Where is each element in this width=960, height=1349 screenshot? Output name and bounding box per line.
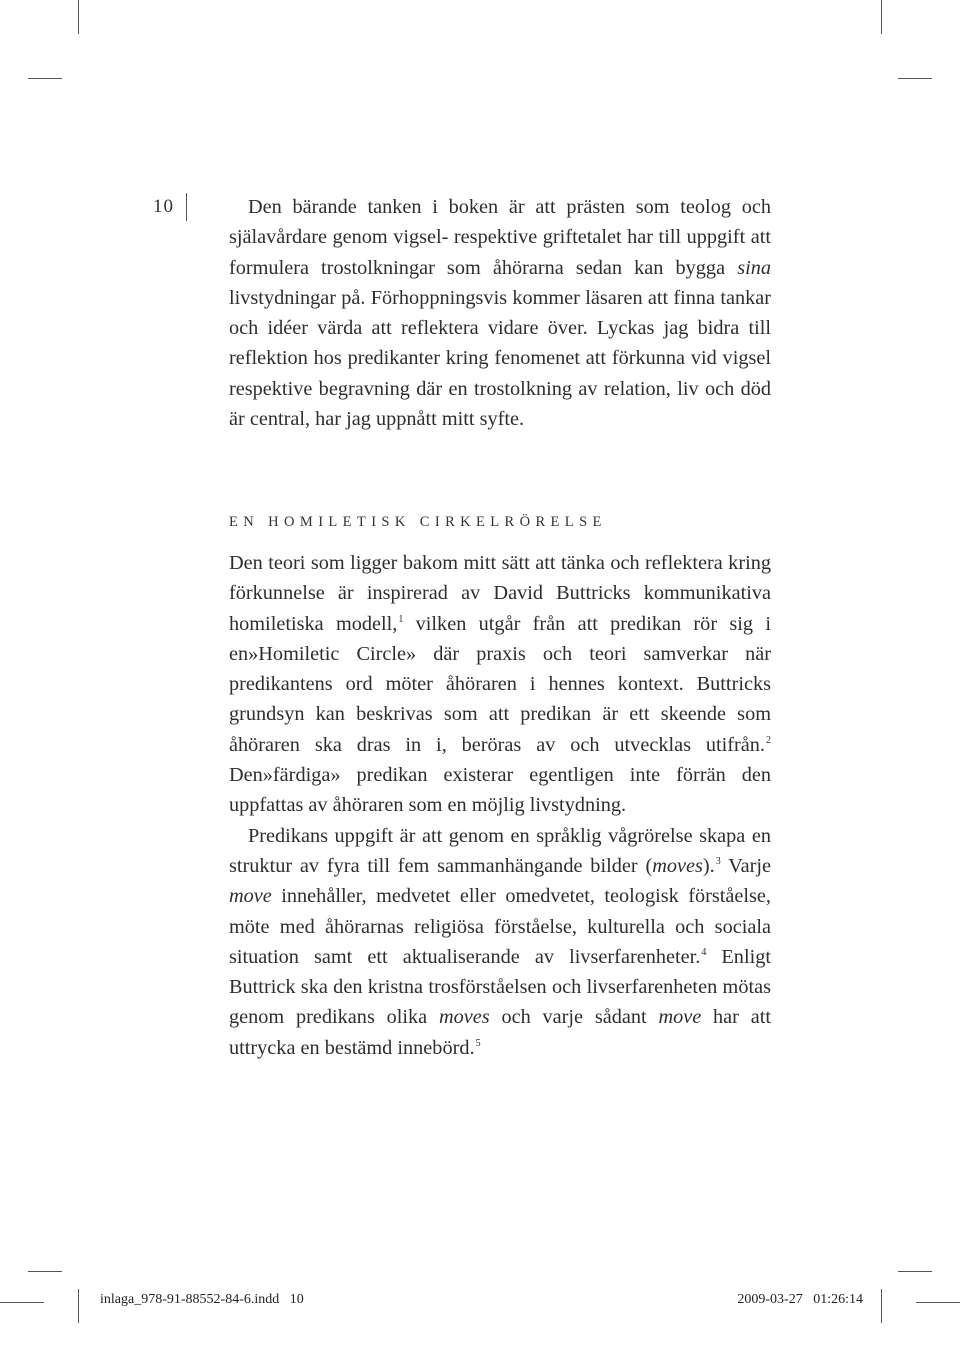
paragraph-3-emphasis-c: moves [438,1006,490,1029]
paragraph-3-text-a: Predikans uppgift är att genom en språklig vågrörelse skapa en struktur av fyra till fem sammanhängande bilder ( [229,824,771,877]
slug-filename: inlaga_978-91-88552-84-6.indd 10 [100,1292,304,1307]
crop-mark-top-left-horizontal [28,78,62,79]
paragraph-2-text-c: Den»färdiga» predikan existerar egentligen inte förrän den uppfattas av åhöraren som en möjlig livstydning. [229,764,771,817]
paragraph-3-emphasis-b: move [229,885,272,908]
folio-divider [186,193,187,221]
paragraph-2-text-a: Den teori som ligger bakom mitt sätt att tänka och reflektera kring förkunnelse är inspirerad av David Buttricks kommunikativa homiletiska modell, [229,552,771,635]
section-text-block [229,548,771,1063]
footnote-ref-3: 3 [715,855,721,867]
paragraph-3-emphasis-a: moves [652,854,703,877]
paragraph-2-text-b: vilken utgår från att predikan rör sig i en»Homiletic Circle» där praxis och teori samverkar när predikantens ord möter åhöraren i hennes kontext. Buttricks grundsyn kan beskrivas som att predikan är ett skeende som åhöraren ska dras in i, beröras av och utvecklas utifrån. [229,612,771,756]
paragraph-3-text-c: Varje [720,854,771,877]
paragraph-1 [229,192,771,434]
paragraph-3-text-b: ). [702,854,715,877]
paragraph-1-emphasis: sina [737,256,771,279]
footnote-ref-1: 1 [398,613,404,625]
intro-text-block [229,192,771,434]
crop-mark-top-right-vertical [881,0,882,34]
paragraph-3-emphasis-d: move [658,1006,702,1029]
paragraph-2 [229,548,771,821]
footnote-ref-4: 4 [701,946,707,958]
paragraph-1-text-a: Den bärande tanken i boken är att prästen som teolog och själavårdare genom vigsel- respektive griftetalet har till uppgift att formulera trostolkningar som åhörarna sedan kan bygga [229,196,771,279]
footnote-ref-2: 2 [766,734,771,746]
paragraph-1-text-b: livstydningar på. Förhoppningsvis kommer läsaren att finna tankar och idéer värda att reflektera vidare över. Lyckas jag bidra till reflektion hos predikanter kring fenomenet att förkunna vid vigsel respektive begravning där en trostolkning av relation, liv och död är central, har jag uppnått mitt syfte. [229,286,771,431]
paragraph-3-text-f: och varje sådant [489,1006,659,1029]
crop-mark-bottom-left-horizontal [28,1271,62,1272]
crop-mark-bottom-left-vertical [78,1289,79,1323]
crop-mark-bottom-right-vertical [881,1289,882,1323]
paragraph-3 [229,821,771,1063]
footnote-ref-5: 5 [475,1037,481,1049]
crop-mark-top-right-horizontal [898,78,932,79]
section-heading: EN HOMILETISK CIRKELRÖRELSE [229,514,607,530]
crop-mark-slug-left [0,1302,44,1303]
slug-timestamp: 2009-03-27 01:26:14 [737,1292,863,1307]
page-number: 10 [153,196,174,217]
paragraph-3-text-e: Enligt Buttrick ska den kristna trosförståelsen och livserfarenheten mötas genom predikans olika [229,945,771,1029]
paragraph-3-text-d: innehåller, medvetet eller omedvetet, teologisk förståelse, möte med åhörarnas religiösa förståelse, kulturella och sociala situation samt ett aktualiserande av livserfarenheter. [229,885,771,968]
crop-mark-slug-right [916,1302,960,1303]
paragraph-3-text-g: har att uttrycka en bestämd innebörd. [229,1006,771,1059]
crop-mark-bottom-right-horizontal [898,1271,932,1272]
crop-mark-top-left-vertical [78,0,79,34]
